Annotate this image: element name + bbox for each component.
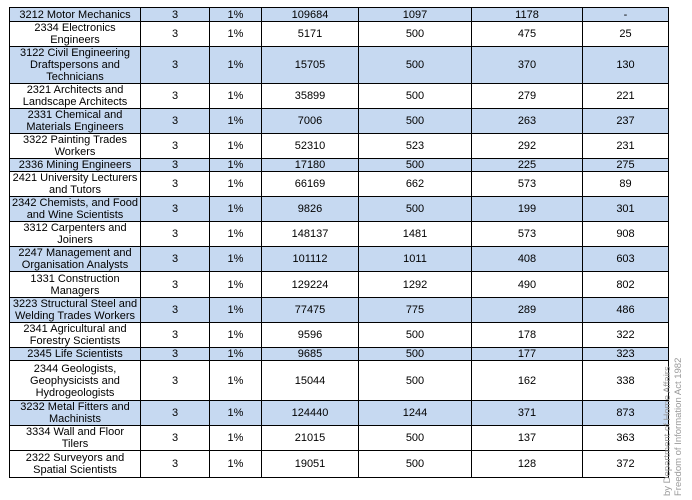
- value-cell-3: 7006: [262, 109, 359, 134]
- table-row: [10, 323, 669, 348]
- occupation-cell: 2331 Chemical and Materials Engineers: [10, 109, 141, 134]
- percent-cell: 1%: [210, 401, 262, 426]
- value-cell-4: 500: [359, 84, 472, 109]
- occupation-cell: 3232 Metal Fitters and Machinists: [10, 401, 141, 426]
- value-cell-4: 1481: [359, 222, 472, 247]
- value-cell-6: 372: [583, 451, 669, 478]
- percent-cell: 1%: [210, 323, 262, 348]
- occupation-cell: 2321 Architects and Landscape Architects: [10, 84, 141, 109]
- value-cell-5: 573: [472, 222, 583, 247]
- watermark-line-1: by Department of Home Affairs: [662, 366, 673, 496]
- value-cell-1: 3: [141, 272, 210, 298]
- percent-cell: 1%: [210, 222, 262, 247]
- value-cell-1: 3: [141, 172, 210, 197]
- percent-cell: 1%: [210, 47, 262, 84]
- value-cell-1: 3: [141, 298, 210, 323]
- value-cell-5: 162: [472, 361, 583, 401]
- value-cell-6: 486: [583, 298, 669, 323]
- value-cell-6: 221: [583, 84, 669, 109]
- table-row: [10, 247, 669, 272]
- value-cell-3: 66169: [262, 172, 359, 197]
- percent-cell: 1%: [210, 8, 262, 22]
- value-cell-4: 500: [359, 22, 472, 47]
- value-cell-5: 177: [472, 348, 583, 361]
- value-cell-5: 279: [472, 84, 583, 109]
- value-cell-4: 500: [359, 348, 472, 361]
- value-cell-3: 9826: [262, 197, 359, 222]
- value-cell-4: 500: [359, 361, 472, 401]
- value-cell-4: 500: [359, 109, 472, 134]
- value-cell-3: 101112: [262, 247, 359, 272]
- value-cell-3: 35899: [262, 84, 359, 109]
- table-row: [10, 272, 669, 298]
- value-cell-1: 3: [141, 47, 210, 84]
- value-cell-6: 802: [583, 272, 669, 298]
- value-cell-6: 237: [583, 109, 669, 134]
- watermark-line-2: Freedom of Information Act 1982: [673, 357, 684, 496]
- value-cell-1: 3: [141, 247, 210, 272]
- occupation-cell: 2247 Management and Organisation Analysts: [10, 247, 141, 272]
- occupation-cell: 3223 Structural Steel and Welding Trades Workers: [10, 298, 141, 323]
- percent-cell: 1%: [210, 247, 262, 272]
- value-cell-4: 1292: [359, 272, 472, 298]
- value-cell-6: 338: [583, 361, 669, 401]
- value-cell-6: 25: [583, 22, 669, 47]
- occupation-cell: 2341 Agricultural and Forestry Scientists: [10, 323, 141, 348]
- table-row: [10, 134, 669, 159]
- value-cell-3: 17180: [262, 159, 359, 172]
- occupation-cell: 2421 University Lecturers and Tutors: [10, 172, 141, 197]
- table-row: [10, 451, 669, 478]
- value-cell-6: 89: [583, 172, 669, 197]
- value-cell-3: 52310: [262, 134, 359, 159]
- value-cell-4: 500: [359, 47, 472, 84]
- percent-cell: 1%: [210, 451, 262, 478]
- value-cell-6: 908: [583, 222, 669, 247]
- value-cell-5: 292: [472, 134, 583, 159]
- occupation-cell: 2342 Chemists, and Food and Wine Scientists: [10, 197, 141, 222]
- table-row: [10, 84, 669, 109]
- percent-cell: 1%: [210, 197, 262, 222]
- foi-watermark: [662, 336, 690, 496]
- value-cell-1: 3: [141, 197, 210, 222]
- occupation-cell: 2344 Geologists, Geophysicists and Hydrogeologists: [10, 361, 141, 401]
- value-cell-4: 500: [359, 323, 472, 348]
- occupation-cell: 3312 Carpenters and Joiners: [10, 222, 141, 247]
- value-cell-3: 21015: [262, 426, 359, 451]
- value-cell-4: 500: [359, 197, 472, 222]
- value-cell-1: 3: [141, 8, 210, 22]
- value-cell-4: 523: [359, 134, 472, 159]
- value-cell-6: -: [583, 8, 669, 22]
- value-cell-4: 500: [359, 451, 472, 478]
- percent-cell: 1%: [210, 361, 262, 401]
- value-cell-3: 9596: [262, 323, 359, 348]
- value-cell-5: 137: [472, 426, 583, 451]
- value-cell-6: 873: [583, 401, 669, 426]
- value-cell-5: 475: [472, 22, 583, 47]
- value-cell-4: 775: [359, 298, 472, 323]
- value-cell-5: 263: [472, 109, 583, 134]
- percent-cell: 1%: [210, 298, 262, 323]
- value-cell-5: 573: [472, 172, 583, 197]
- percent-cell: 1%: [210, 159, 262, 172]
- value-cell-6: 363: [583, 426, 669, 451]
- occupation-cell: 2336 Mining Engineers: [10, 159, 141, 172]
- value-cell-6: 323: [583, 348, 669, 361]
- percent-cell: 1%: [210, 426, 262, 451]
- value-cell-3: 9685: [262, 348, 359, 361]
- value-cell-4: 1011: [359, 247, 472, 272]
- value-cell-5: 178: [472, 323, 583, 348]
- value-cell-5: 370: [472, 47, 583, 84]
- table-row: [10, 298, 669, 323]
- value-cell-5: 289: [472, 298, 583, 323]
- table-row: [10, 22, 669, 47]
- percent-cell: 1%: [210, 172, 262, 197]
- occupation-cell: 2334 Electronics Engineers: [10, 22, 141, 47]
- occupation-cell: 2322 Surveyors and Spatial Scientists: [10, 451, 141, 478]
- table-row: [10, 159, 669, 172]
- percent-cell: 1%: [210, 134, 262, 159]
- occupation-cell: 3122 Civil Engineering Draftspersons and Technicians: [10, 47, 141, 84]
- table-row: [10, 172, 669, 197]
- occupation-cell: 3334 Wall and Floor Tilers: [10, 426, 141, 451]
- value-cell-4: 1097: [359, 8, 472, 22]
- value-cell-1: 3: [141, 348, 210, 361]
- value-cell-1: 3: [141, 159, 210, 172]
- value-cell-4: 500: [359, 426, 472, 451]
- value-cell-1: 3: [141, 84, 210, 109]
- value-cell-3: 19051: [262, 451, 359, 478]
- percent-cell: 1%: [210, 272, 262, 298]
- value-cell-1: 3: [141, 109, 210, 134]
- occupation-cell: 3212 Motor Mechanics: [10, 8, 141, 22]
- value-cell-1: 3: [141, 361, 210, 401]
- value-cell-6: 301: [583, 197, 669, 222]
- table-row: [10, 401, 669, 426]
- value-cell-1: 3: [141, 222, 210, 247]
- table-row: [10, 426, 669, 451]
- value-cell-5: 1178: [472, 8, 583, 22]
- occupation-cell: 1331 Construction Managers: [10, 272, 141, 298]
- value-cell-5: 199: [472, 197, 583, 222]
- value-cell-6: 322: [583, 323, 669, 348]
- value-cell-1: 3: [141, 451, 210, 478]
- value-cell-3: 77475: [262, 298, 359, 323]
- value-cell-3: 15044: [262, 361, 359, 401]
- value-cell-4: 500: [359, 159, 472, 172]
- table-row: [10, 361, 669, 401]
- percent-cell: 1%: [210, 109, 262, 134]
- value-cell-5: 371: [472, 401, 583, 426]
- occupation-table: [9, 7, 669, 478]
- value-cell-6: 231: [583, 134, 669, 159]
- value-cell-5: 490: [472, 272, 583, 298]
- table-row: [10, 348, 669, 361]
- value-cell-4: 662: [359, 172, 472, 197]
- occupation-cell: 2345 Life Scientists: [10, 348, 141, 361]
- value-cell-3: 5171: [262, 22, 359, 47]
- value-cell-3: 148137: [262, 222, 359, 247]
- value-cell-3: 124440: [262, 401, 359, 426]
- percent-cell: 1%: [210, 84, 262, 109]
- table-row: [10, 8, 669, 22]
- table-row: [10, 197, 669, 222]
- value-cell-3: 109684: [262, 8, 359, 22]
- table-row: [10, 109, 669, 134]
- value-cell-5: 408: [472, 247, 583, 272]
- value-cell-4: 1244: [359, 401, 472, 426]
- value-cell-3: 129224: [262, 272, 359, 298]
- value-cell-1: 3: [141, 22, 210, 47]
- value-cell-5: 128: [472, 451, 583, 478]
- value-cell-6: 275: [583, 159, 669, 172]
- value-cell-1: 3: [141, 323, 210, 348]
- table-row: [10, 47, 669, 84]
- table-row: [10, 222, 669, 247]
- occupation-cell: 3322 Painting Trades Workers: [10, 134, 141, 159]
- value-cell-5: 225: [472, 159, 583, 172]
- percent-cell: 1%: [210, 22, 262, 47]
- value-cell-1: 3: [141, 426, 210, 451]
- value-cell-6: 130: [583, 47, 669, 84]
- value-cell-1: 3: [141, 401, 210, 426]
- value-cell-1: 3: [141, 134, 210, 159]
- percent-cell: 1%: [210, 348, 262, 361]
- value-cell-3: 15705: [262, 47, 359, 84]
- value-cell-6: 603: [583, 247, 669, 272]
